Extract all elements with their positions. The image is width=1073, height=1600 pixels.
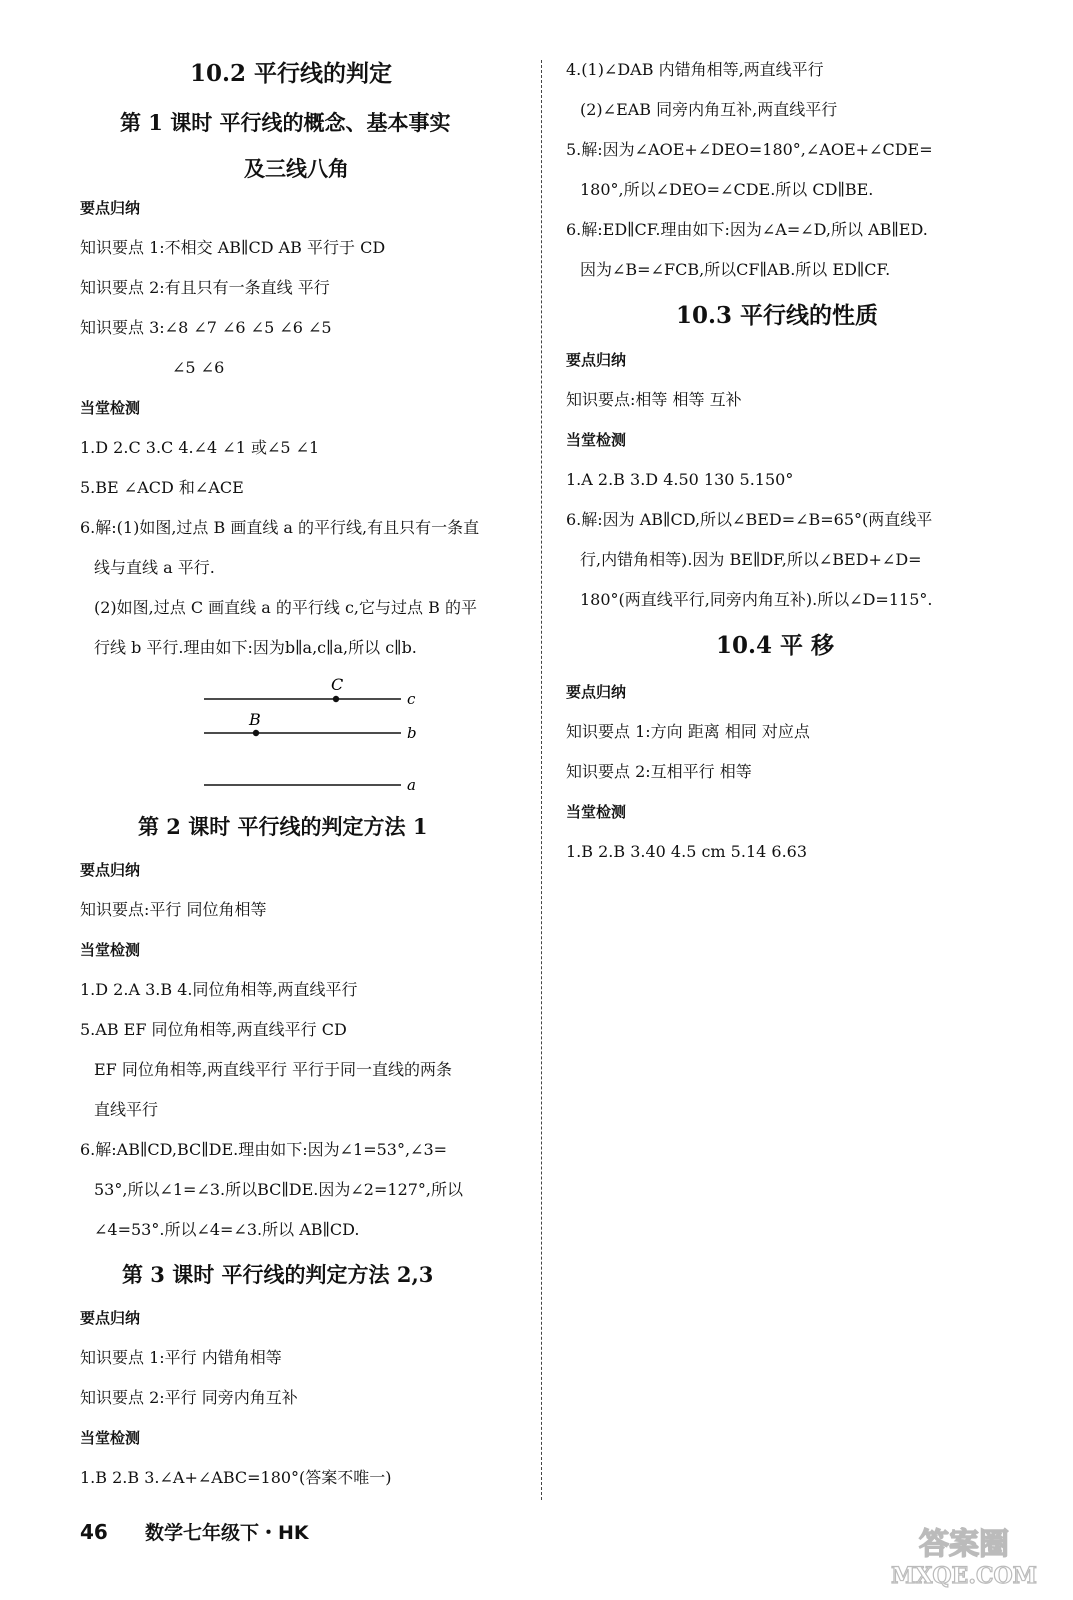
lesson-3-title: 第 3 课时 平行线的判定方法 2,3: [122, 1262, 434, 1287]
parallel-lines-diagram: [196, 672, 436, 798]
section-10-3-key-point: 知识要点:相等 相等 互补: [566, 390, 742, 409]
prev-answer-4-line-2: (2)∠EAB 同旁内角互补,两直线平行: [580, 100, 838, 119]
lesson-3-key-point-2: 知识要点 2:平行 同旁内角互补: [80, 1388, 298, 1407]
point-c-label: C: [331, 675, 344, 694]
lesson-2-answers-1-4: 1.D 2.A 3.B 4.同位角相等,两直线平行: [80, 980, 358, 999]
prev-answer-5-line-2: 180°,所以∠DEO=∠CDE.所以 CD∥BE.: [580, 180, 874, 199]
line-c-label: c: [407, 690, 416, 708]
lesson-3-check-label: 当堂检测: [80, 1429, 141, 1447]
section-10-4-key-point-2: 知识要点 2:互相平行 相等: [566, 762, 752, 781]
site-watermark-logo: [869, 1520, 1059, 1590]
lesson-1-title-line-2: 及三线八角: [244, 156, 349, 181]
line-b-label: b: [407, 724, 417, 742]
lesson-1-answers-1-4: 1.D 2.C 3.C 4.∠4 ∠1 或∠5 ∠1: [80, 438, 320, 457]
prev-answer-6-line-1: 6.解:ED∥CF.理由如下:因为∠A=∠D,所以 AB∥ED.: [566, 220, 928, 239]
section-10-3-answers-1-5: 1.A 2.B 3.D 4.50 130 5.150°: [566, 470, 794, 489]
lesson-2-answer-6-line-1: 6.解:AB∥CD,BC∥DE.理由如下:因为∠1=53°,∠3=: [80, 1140, 448, 1159]
lesson-1-answer-5: 5.BE ∠ACD 和∠ACE: [80, 478, 244, 497]
section-10-2-title: 10.2 平行线的判定: [190, 60, 393, 87]
watermark-top-text: 答案圈: [919, 1527, 1009, 1562]
section-10-3-answer-6-line-3: 180°(两直线平行,同旁内角互补).所以∠D=115°.: [580, 590, 933, 609]
lesson-2-answer-5-line-3: 直线平行: [94, 1100, 159, 1119]
column-divider: [541, 60, 542, 1500]
lesson-2-answer-6-line-3: ∠4=53°.所以∠4=∠3.所以 AB∥CD.: [94, 1220, 360, 1239]
section-10-3-summary-label: 要点归纳: [566, 351, 627, 369]
lesson-1-summary-label: 要点归纳: [80, 199, 141, 217]
section-10-3-answer-6-line-1: 6.解:因为 AB∥CD,所以∠BED=∠B=65°(两直线平: [566, 510, 933, 529]
point-b-dot: [253, 730, 259, 736]
lesson-2-answer-5-line-1: 5.AB EF 同位角相等,两直线平行 CD: [80, 1020, 347, 1039]
section-10-4-summary-label: 要点归纳: [566, 683, 627, 701]
lesson-1-check-label: 当堂检测: [80, 399, 141, 417]
lesson-3-summary-label: 要点归纳: [80, 1309, 141, 1327]
line-a-label: a: [407, 776, 416, 794]
section-10-3-answer-6-line-2: 行,内错角相等).因为 BE∥DF,所以∠BED+∠D=: [580, 550, 922, 569]
section-10-3-title: 10.3 平行线的性质: [676, 302, 879, 329]
lesson-2-summary-label: 要点归纳: [80, 861, 141, 879]
section-10-4-answers: 1.B 2.B 3.40 4.5 cm 5.14 6.63: [566, 842, 808, 861]
prev-answer-4-line-1: 4.(1)∠DAB 内错角相等,两直线平行: [566, 60, 824, 79]
lesson-2-answer-6-line-2: 53°,所以∠1=∠3.所以BC∥DE.因为∠2=127°,所以: [94, 1180, 464, 1199]
lesson-1-answer-6-line-4: 行线 b 平行.理由如下:因为b∥a,c∥a,所以 c∥b.: [94, 638, 417, 657]
lesson-2-title: 第 2 课时 平行线的判定方法 1: [138, 814, 428, 839]
lesson-2-check-label: 当堂检测: [80, 941, 141, 959]
book-title: 数学七年级下・HK: [145, 1522, 309, 1544]
lesson-1-title-line-1: 第 1 课时 平行线的概念、基本事实: [120, 110, 451, 135]
lesson-1-key-point-3-cont: ∠5 ∠6: [172, 358, 225, 377]
lesson-1-answer-6-line-2: 线与直线 a 平行.: [94, 558, 215, 577]
watermark-bottom-text: MXQE.COM: [890, 1563, 1038, 1589]
lesson-2-answer-5-line-2: EF 同位角相等,两直线平行 平行于同一直线的两条: [94, 1060, 453, 1079]
lesson-1-key-point-3: 知识要点 3:∠8 ∠7 ∠6 ∠5 ∠6 ∠5: [80, 318, 332, 337]
prev-answer-5-line-1: 5.解:因为∠AOE+∠DEO=180°,∠AOE+∠CDE=: [566, 140, 933, 159]
page-number: 46: [80, 1520, 108, 1544]
lesson-2-key-point: 知识要点:平行 同位角相等: [80, 900, 267, 919]
prev-answer-6-line-2: 因为∠B=∠FCB,所以CF∥AB.所以 ED∥CF.: [580, 260, 891, 279]
lesson-3-key-point-1: 知识要点 1:平行 内错角相等: [80, 1348, 282, 1367]
section-10-4-key-point-1: 知识要点 1:方向 距离 相同 对应点: [566, 722, 810, 741]
point-c-dot: [333, 696, 339, 702]
point-b-label: B: [249, 710, 261, 729]
section-10-4-check-label: 当堂检测: [566, 803, 627, 821]
section-10-3-check-label: 当堂检测: [566, 431, 627, 449]
lesson-1-answer-6-line-3: (2)如图,过点 C 画直线 a 的平行线 c,它与过点 B 的平: [94, 598, 477, 617]
lesson-1-key-point-2: 知识要点 2:有且只有一条直线 平行: [80, 278, 330, 297]
lesson-1-key-point-1: 知识要点 1:不相交 AB∥CD AB 平行于 CD: [80, 238, 386, 257]
lesson-1-answer-6-line-1: 6.解:(1)如图,过点 B 画直线 a 的平行线,有且只有一条直: [80, 518, 480, 537]
section-10-4-title: 10.4 平 移: [716, 632, 835, 659]
lesson-3-answers: 1.B 2.B 3.∠A+∠ABC=180°(答案不唯一): [80, 1468, 392, 1487]
